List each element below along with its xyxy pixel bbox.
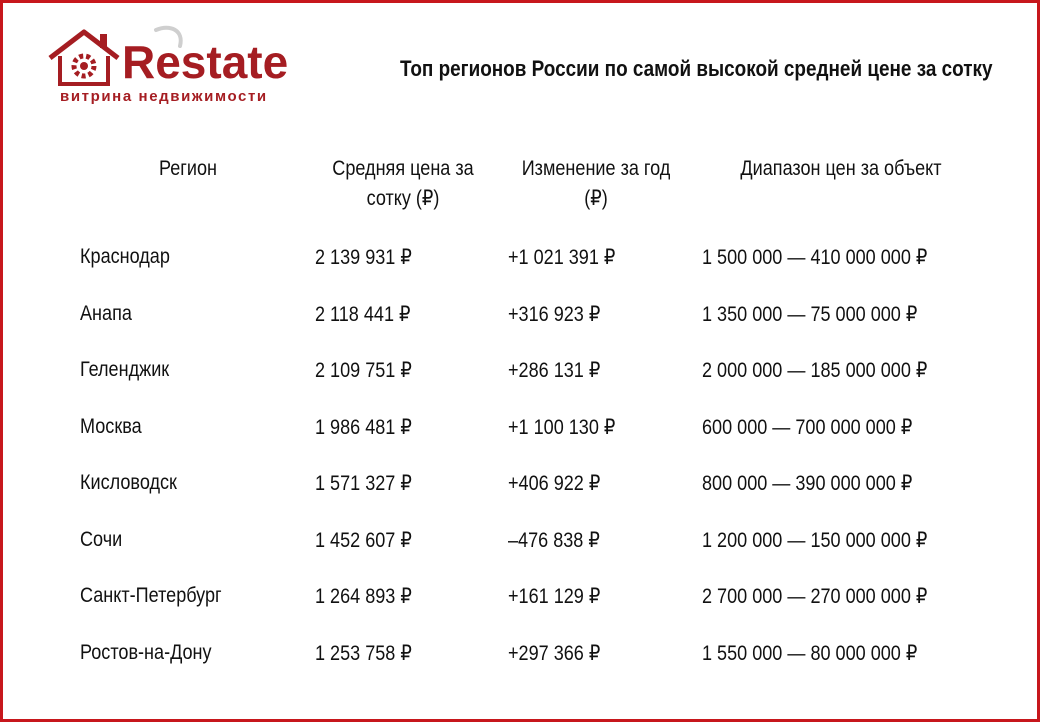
cell-region: Геленджик (80, 358, 170, 381)
cell-avg-price: 1 264 893 ₽ (315, 585, 412, 608)
cell-range: 1 500 000 — 410 000 000 ₽ (702, 246, 928, 269)
cell-change: +316 923 ₽ (508, 303, 601, 326)
brand-tagline: витрина недвижимости (60, 88, 268, 105)
cell-change: +286 131 ₽ (508, 359, 601, 382)
header-avg-price: Средняя цена за сотку (₽) (332, 157, 474, 210)
cell-region: Сочи (80, 528, 123, 551)
cell-range: 600 000 — 700 000 000 ₽ (702, 416, 913, 439)
cell-change: +161 129 ₽ (508, 585, 601, 608)
cell-change: +297 366 ₽ (508, 642, 601, 665)
logo (46, 22, 316, 112)
cell-region: Ростов-на-Дону (80, 641, 212, 664)
cell-range: 1 350 000 — 75 000 000 ₽ (702, 303, 918, 326)
brand-name: Restate (122, 36, 289, 88)
cell-region: Краснодар (80, 245, 170, 268)
header-yearly-change: Изменение за год (₽) (521, 157, 671, 210)
cell-avg-price: 1 452 607 ₽ (315, 529, 412, 552)
cell-range: 2 700 000 — 270 000 000 ₽ (702, 585, 928, 608)
house-gear-icon (46, 28, 126, 90)
page-title: Топ регионов России по самой высокой средней цене за сотку (400, 56, 993, 81)
cell-range: 2 000 000 — 185 000 000 ₽ (702, 359, 928, 382)
cell-avg-price: 2 118 441 ₽ (315, 303, 411, 326)
cell-avg-price: 1 571 327 ₽ (315, 472, 412, 495)
cell-avg-price: 2 139 931 ₽ (315, 246, 412, 269)
cell-avg-price: 1 253 758 ₽ (315, 642, 412, 665)
cell-range: 1 550 000 — 80 000 000 ₽ (702, 642, 918, 665)
cell-change: –476 838 ₽ (508, 529, 600, 552)
cell-avg-price: 2 109 751 ₽ (315, 359, 412, 382)
cell-change: +1 100 130 ₽ (508, 416, 616, 439)
cell-region: Санкт-Петербург (80, 584, 222, 607)
cell-change: +406 922 ₽ (508, 472, 601, 495)
cell-region: Москва (80, 415, 142, 438)
cell-region: Анапа (80, 302, 132, 325)
header-price-range: Диапазон цен за объект (740, 157, 942, 180)
cell-avg-price: 1 986 481 ₽ (315, 416, 412, 439)
cell-range: 1 200 000 — 150 000 000 ₽ (702, 529, 928, 552)
cell-region: Кисловодск (80, 471, 177, 494)
cell-range: 800 000 — 390 000 000 ₽ (702, 472, 913, 495)
cell-change: +1 021 391 ₽ (508, 246, 616, 269)
header-region: Регион (159, 157, 217, 180)
